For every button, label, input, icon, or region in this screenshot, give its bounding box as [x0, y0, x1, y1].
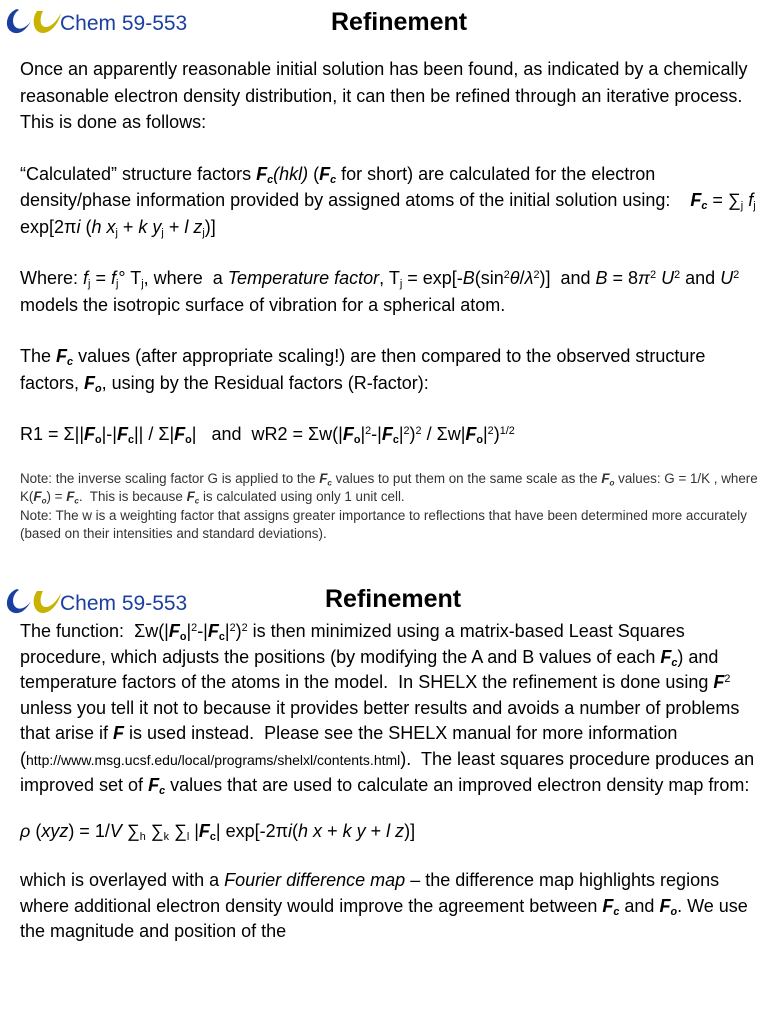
- university-logo-icon: [3, 5, 63, 37]
- least-squares-paragraph: The function: $\Sigma w(|F_o|^2-|F_c|^2)^2$ is then minimized using a matrix-based Least Squares procedure, which adjusts the positions (by modifying the A and B values of each $F_c$) and temperature factors of the atoms in the model. In SHELX the refinement is done using $F^2$ unless you tell it not to because it provides better results and avoids a number of problems that arise if F is used instead. Please see the SHELX manual for more information (http://www.msg.ucsf.edu/local/programs/shelxl/contents.html). The least squares procedure produces an improved set of $F_c$ values that are used to calculate an improved electron density map from:: [20, 621, 755, 798]
- r-factor-formulas: $R1 = \Sigma||F_o|-|F_c|| / \Sigma|F_o|$ and $wR2 = \Sigma w(|F_o|^2-|F_c|^2)^2 / \Sigma w|F_o|^2)^{1/2}$: [20, 424, 515, 447]
- note-weighting: Note: The w is a weighting factor that assigns greater importance to reflections that have been determined more accurately (based on their intensities and standard deviations).: [20, 507, 747, 541]
- note-scaling: Note: the inverse scaling factor G is applied to the $F_c$ values to put them on the same scale as the $F_o$ values: G = 1/K , where $K(F_o) = F_c$. This is because $F_c$ is calculated using only 1 unit cell.: [20, 470, 758, 506]
- fourier-difference-map-term: Fourier difference map: [224, 870, 406, 890]
- shelx-manual-link[interactable]: http://www.msg.ucsf.edu/local/programs/shelxl/contents.html: [26, 751, 401, 768]
- slide-2: [0, 583, 768, 1024]
- slide-title: Refinement: [325, 585, 462, 613]
- compare-paragraph: The $F_c$ values (after appropriate scaling!) are then compared to the observed structure factors, $F_o$, using by the Residual factors (R-factor):: [20, 346, 706, 395]
- temperature-factor-term: Temperature factor: [227, 268, 380, 288]
- slide-body: [20, 619, 760, 945]
- where-paragraph: Where: $f_j = f_j^\circ$ $T_j$, where a Temperature factor, $T_j = \exp[-B(\sin^2\theta/\lambda^2)]$ and $B = 8\pi^2$ $U^2$ and $U^2$ models the isotropic surface of vibration for a spherical atom.: [20, 268, 740, 315]
- density-formula: ρ (xyz) = 1/V $\sum_h$ $\sum_k$ $\sum_l$ $|F_c|$ exp[-2πi(h x + k y + l z)]: [20, 820, 416, 843]
- intro-paragraph: Once an apparently reasonable initial solution has been found, as indicated by a chemically reasonable electron density distribution, it can then be refined through an iterative process. This is done as follows:: [20, 59, 748, 132]
- calc-paragraph: “Calculated” structure factors $F_c(hkl)$ ($F_c$ for short) are calculated for the electron density/phase information provided by assigned atoms of the initial solution using: $F_c = \sum_j$ $f_j$ exp[2πi (h $x_j + k$ $y_j + l$ $z_j$)]: [20, 163, 756, 239]
- university-logo-icon: [3, 585, 63, 617]
- course-label: Chem 59-553: [60, 592, 188, 615]
- slide-body: [20, 56, 760, 544]
- difference-map-paragraph: which is overlayed with a Fourier difference map – the difference map highlights regions where additional electron density would improve the agreement between $F_c$ and $F_o$. We use the magnitude and position of the: [20, 870, 748, 941]
- course-label: Chem 59-553: [60, 12, 188, 35]
- slide-title: Refinement: [331, 8, 468, 36]
